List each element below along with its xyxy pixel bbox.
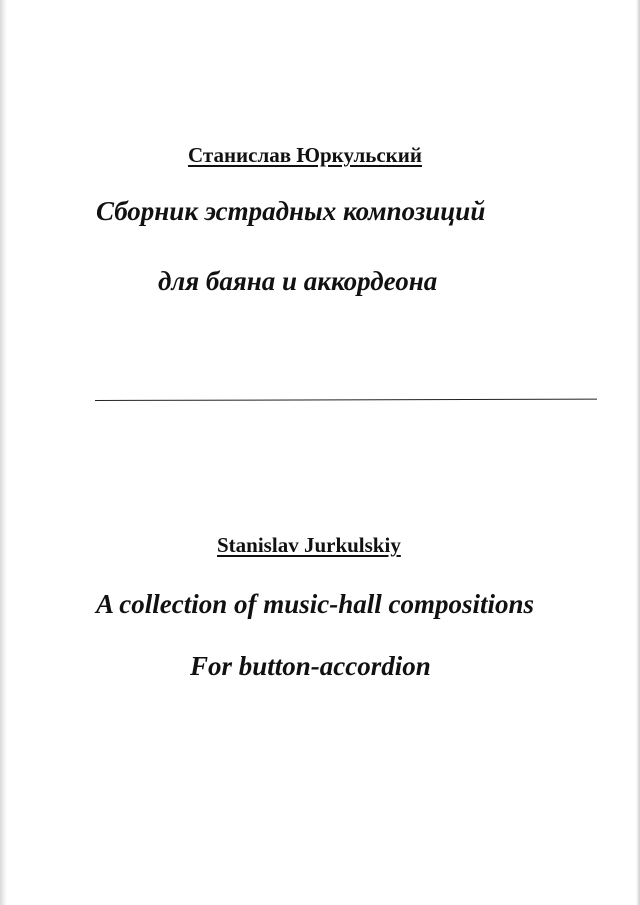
section-divider (95, 399, 597, 401)
title-russian: Сборник эстрадных композиций (96, 196, 486, 226)
scan-edge-right (636, 0, 640, 905)
title-english: A collection of music-hall compositions (96, 589, 535, 619)
author-name-russian: Станислав Юркульский (188, 143, 422, 167)
subtitle-russian: для баяна и аккордеона (158, 266, 438, 296)
author-name-english: Stanislav Jurkulskiy (217, 533, 401, 557)
subtitle-english: For button-accordion (190, 651, 431, 681)
scan-edge-left (0, 0, 7, 905)
